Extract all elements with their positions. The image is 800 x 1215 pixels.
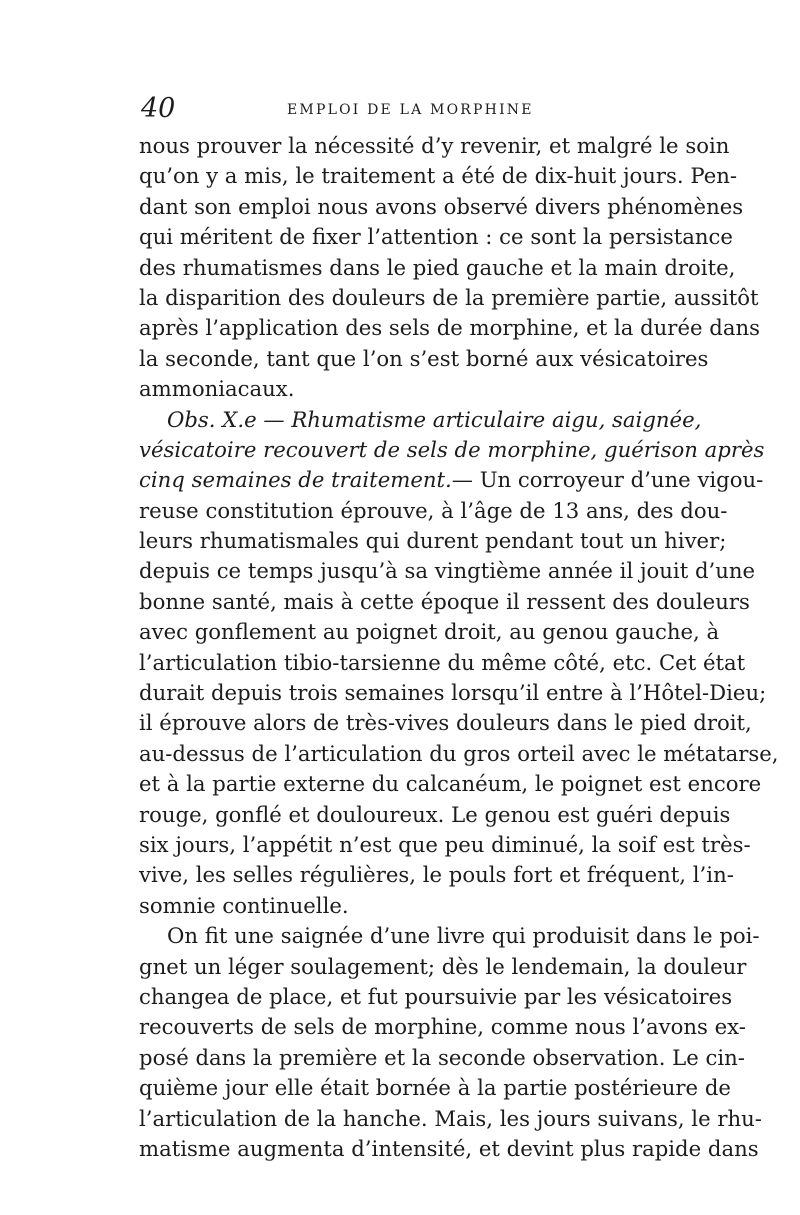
text-line: somnie continuelle. — [139, 892, 349, 918]
observation-title: Rhumatisme articulaire aigu, saignée, — [291, 406, 702, 432]
text-line: gnet un léger soulagement; dès le lendemain, la douleur — [139, 953, 747, 979]
text-line: qu’on y a mis, le traitement a été de dix-huit jours. Pen- — [139, 163, 738, 189]
text-line: et à la partie externe du calcanéum, le poignet est encore — [139, 771, 762, 797]
text-line: la disparition des douleurs de la première partie, aussitôt — [139, 284, 759, 310]
text-line: avec gonflement au poignet droit, au genou gauche, à — [139, 619, 720, 645]
running-head: EMPLOI DE LA MORPHINE — [287, 102, 534, 118]
text-line: recouverts de sels de morphine, comme nous l’avons ex- — [139, 1014, 746, 1040]
text-line: ammoniacaux. — [139, 376, 295, 402]
text-line: depuis ce temps jusqu’à sa vingtième année il jouit d’une — [139, 558, 756, 584]
text-line: six jours, l’appétit n’est que peu diminué, la soif est très- — [139, 831, 751, 857]
text-line: la seconde, tant que l’on s’est borné aux vésicatoires — [139, 345, 709, 371]
text-line: durait depuis trois semaines lorsqu’il entre à l’Hôtel-Dieu; — [139, 680, 767, 706]
page-header — [141, 92, 666, 126]
text-line: au-dessus de l’articulation du gros orteil avec le métatarse, — [139, 740, 779, 766]
text-line: quième jour elle était bornée à la partie postérieure de — [139, 1075, 731, 1101]
observation-text-start: — Un corroyeur d’une vigou- — [451, 467, 764, 493]
text-line: après l’application des sels de morphine, et la durée dans — [139, 315, 760, 341]
text-line: l’articulation tibio-tarsienne du même côté, etc. Cet état — [139, 649, 746, 675]
observation-title-line — [139, 465, 764, 495]
observation-title-end: cinq semaines de traitement. — [139, 467, 452, 493]
observation-label: Obs. X.e — — [167, 406, 285, 432]
text-line: On fit une saignée d’une livre qui produisit dans le poi- — [167, 923, 760, 949]
text-line: posé dans la première et la seconde observation. Le cin- — [139, 1044, 745, 1070]
text-line: nous prouver la nécessité d’y revenir, et malgré le soin — [139, 133, 730, 158]
page-number: 40 — [141, 93, 176, 124]
text-line: des rhumatismes dans le pied gauche et la main droite, — [139, 254, 736, 280]
text-line: leurs rhumatismales qui durent pendant tout un hiver; — [139, 528, 727, 554]
text-line: vive, les selles régulières, le pouls fort et fréquent, l’in- — [139, 862, 734, 888]
text-line: rouge, gonflé et douloureux. Le genou est guéri depuis — [139, 801, 731, 827]
body-text — [139, 131, 779, 1164]
text-line: changea de place, et fut poursuivie par les vésicatoires — [139, 983, 733, 1009]
text-line: reuse constitution éprouve, à l’âge de 13 ans, des dou- — [139, 497, 728, 523]
text-line: matisme augmenta d’intensité, et devint plus rapide dans — [139, 1135, 759, 1161]
text-line: bonne santé, mais à cette époque il ressent des douleurs — [139, 588, 750, 614]
observation-heading-line — [139, 405, 702, 435]
text-line: dant son emploi nous avons observé divers phénomènes — [139, 193, 744, 219]
text-line: l’articulation de la hanche. Mais, les jours suivans, le rhu- — [139, 1105, 762, 1131]
text-line: il éprouve alors de très-vives douleurs dans le pied droit, — [139, 710, 752, 736]
text-line: qui méritent de fixer l’attention : ce sont la persistance — [139, 224, 733, 250]
observation-title-line: vésicatoire recouvert de sels de morphine, guérison après — [139, 436, 765, 462]
